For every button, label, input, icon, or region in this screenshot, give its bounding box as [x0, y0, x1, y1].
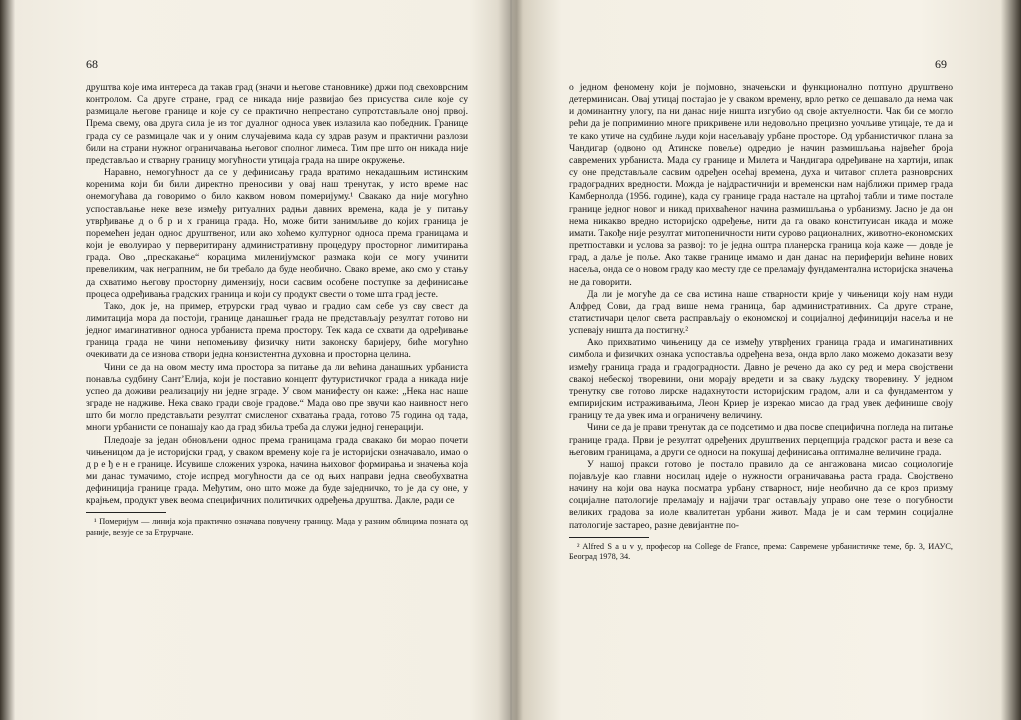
- paragraph: У нашој пракси готово је постало правило да се ангажована мисао социологије појављује као главни носилац идеје о нужности ограничавања раста града. Својствено начину на који ова наука посматра урбану стварност, није необично да се кроз призму социјалне патологије преламају и најјачи траг остављају управо оне тезе о погубности великих градова за иоле квалитетан урбани живот. Мада је и сам термин социјалне патологије застарео, разне девијантне по-: [569, 458, 953, 531]
- right-page: [511, 0, 1021, 720]
- book-gutter: [498, 0, 524, 720]
- page-body: [86, 82, 468, 538]
- paragraph: Ако прихватимо чињеницу да се између утврђених граница града и имагинативних симбола и физичких ознака успостављa одређена веза, онда врло лако можемо доказати везу између граница града и градоградности. Давно је речено да ако су ред и мера својствени свакој небеској творевини, они морају вредети и за сваку људску творевину. У једном тренутку све готово лирске надахнутости историјским градом, али и са фундаментом у емпиријским истраживањима, Леон Криер је изрекао мисао да град увек дефинише своју границу те да увек има и ограничену величину.: [569, 337, 953, 422]
- footnote-rule: [569, 537, 649, 538]
- paragraph: Да ли је могуће да се сва истина наше стварности крије у чињеници коју нам нуди Алфред Сови, да град више нема граница, бар административних. Са друге стране, статистичари целог света расправљају о економској и социјалној дефиницији насеља и не успевају ништа да постигну.²: [569, 288, 953, 337]
- paragraph: о једном феномену који је појмовно, значењски и функционално потпуно друштвено детерминисан. Овај утицај постајао је у сваком времену, врло ретко се дешавало да нема чак и доминантну улогу, па ни данас није ништа изгубио од своје актуелности. Чак би се могло рећи да је поприминио многе прикривене или недовољно прецизно уочљиве утицаје, те да и те како утиче на судбине људи који насељавају урбане просторе. Од урбанистичког плана за Чандигар (одвоно од Атинске повеље) одредио је начин размишљања највећег броја савремених урбаниста. Мада су границе и Милета и Чандигара одређиване на хартији, ипак су оне представљале сасвим одређен осећај времена, духа и читавог сплета разноврсних градоградних вредности. Можда је најдрастичнији и временски нам најближи пример града Камбернолда (1956. године), када су границе града настале на цртаћој табли и тиме постале границе једног новог и никад прихваћеног начина размишљања о урбанизму. Јасно је да он нема никакво вредно историјско одређење, нити да га овако конституисан икада и може имати. Такође није резултат митопеничности нити сурово рационалних, животно-економских претпоставки и услова за развој: то је једна оштра планерска граница која каже — довде је град, а даље је поље. Ако такве границе имамо и дан данас на периферији већине нових насеља, онда се о новом граду као месту где се преламају фундаментална историјска значења не да говорити.: [569, 82, 953, 288]
- footnote-rule: [86, 512, 166, 513]
- paragraph: друштва које има интереса да такав град (значи и његове становнике) држи под свеховрсним контролом. Са друге стране, град се никада није развијао без присуства силе које су размицале његове границе и које су се практично непрестано супротстављале оној првој. Према свему, ова друга сила је из тог дуалног односа увек излазила као победник. Границе града су се размицале чак и у оним случајевима када су здрав разум и практични разлози били на страни нужног ограничавања његовог сполног лимеса. Тим пре што он никада није представљао и стварну границу могућности утицаја града на шире окружење.: [86, 82, 468, 166]
- footnote: ² Alfred S a u v y, професор на College de France, према: Савремене урбанистичке теме, бр. 3, ИАУС, Београд 1978, 34.: [569, 541, 953, 562]
- paragraph: Чини се да је прави тренутак да се подсетимо и два посве специфична погледа на питање границе града. Први је резултат одређених друштвених перцепција градског раста и везе са његовим границама, а други се односи на покушај дефинисања оптималне величине града.: [569, 422, 954, 458]
- paragraph: Тако, док је, на пример, етрурски град чувао и градио сам себе уз сву свест да лимитација мора да постоји, границе данашњег града не представљају резултат готово ни једног имагинативног односа урбаниста према простору. Тек када се схвати да одређивање граница града не чини непомењиву физичку нити законску баријеру, биће могућно очекивати да се изнова створи једна конзистентна духовна и просторна целина.: [86, 300, 468, 361]
- page-number: 69: [935, 57, 947, 71]
- paragraph: Пледоаје за један обновљени однос према границама града свакако би морао почети чињеницом да је историјски град, у сваком времену које га је историјски означавало, имао о д р е ђ е н е границе. Исувише сложених узрока, начина њиховог формирања и значења која ми данас тумачимо, стоје испред могућности да се од њих направи једна свеобухватна дефиниција границе града. Међутим, оно што може да буде заједничко, то је да су оне, у крајњем, продукт увек веома специфичних политичких одређења друштва. Дакле, ради се: [86, 434, 468, 507]
- paragraph: Наравно, немогућност да се у дефинисању града вратимо некадашњим истинским коренима који би били директно преносиви у овај наш тренутак, у исто време нас онемогућава да говоримо о било каквом новом померијуму.¹ Свакако да није могућно успостављање неке везе између ритуалних радњи давних времена, када је у питању утврђивање д о б р и х граница града. Но, може бити занимљиве до којих граница је поремећен један однос друштвеног, или ако хоћемо културног односа према границама и који је еволуирао у перверитирану административну процедуру просторног лимитирања града. Ово „прескакање“ корацима миленијумског размака који се могу учинити превеликим, чак неграпним, не би требало да буде необично. Свако време, ако смо у стању да схватимо његову просторну димензију, носи сасвим особене поступке за дефинисање процеса одређивања градских граница и који су продукт свести о томе шта град јесте.: [86, 167, 468, 300]
- footnote: ¹ Померијум — линија која практично означава повучену границу. Мада у разним облицима позната од раније, везује се за Етрурчане.: [86, 517, 468, 537]
- page-number: 68: [86, 57, 98, 71]
- page-body: [569, 82, 953, 563]
- paragraph: Чини се да на овом месту има простора за питање да ли већина данашњих урбаниста понавља судбину Сант’Елија, који је поставио концепт футуристичког града а никада није успео да доживи реализацију ни једне зграде. У свом манифесту он каже: „Нека нас наше зграде не надживе. Нека свако гради своје градове.“ Мада ово пре звучи као наивност него што би могло представљати резултат смисленог схватања града, готово 75 година од тада, многи урбанисти се понашају као да град збиља треба да служи једној генерацији.: [86, 361, 468, 434]
